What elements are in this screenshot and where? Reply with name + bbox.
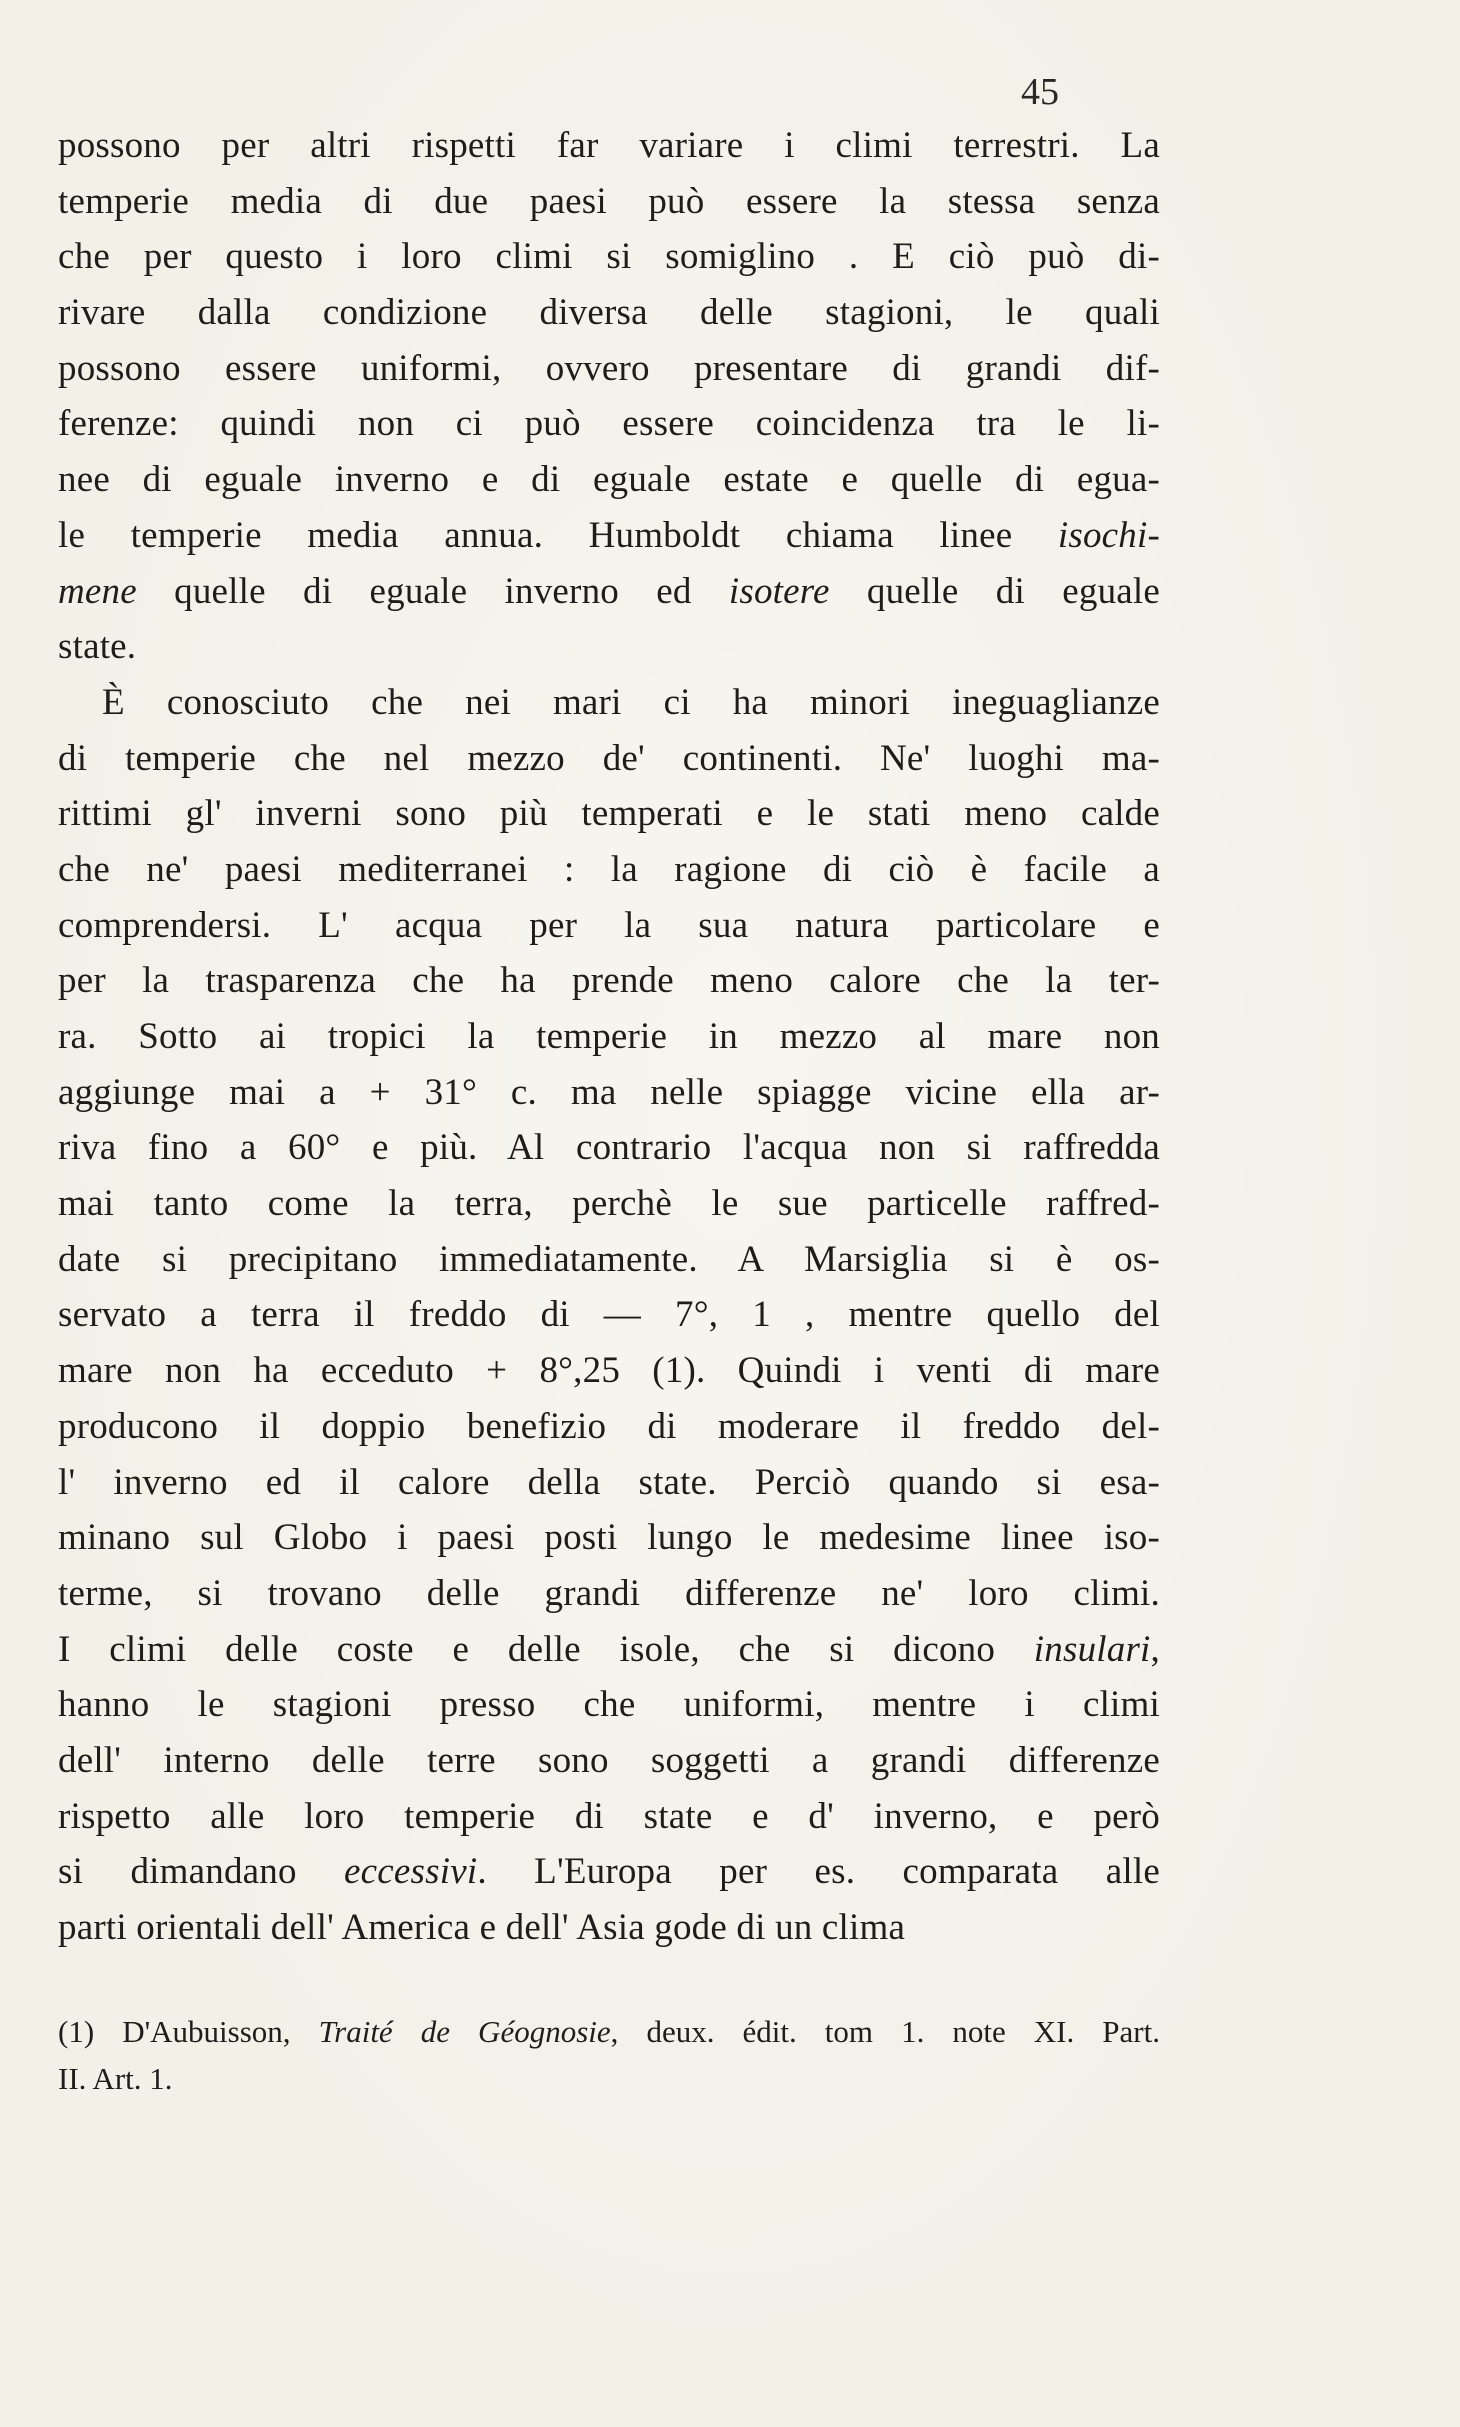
text-line bbox=[58, 341, 1160, 397]
italic-term: isochi- bbox=[1057, 514, 1160, 556]
italic-term: eccessivi bbox=[344, 1851, 478, 1893]
footnote bbox=[58, 2008, 1160, 2102]
text-line bbox=[58, 1176, 1160, 1232]
text-line bbox=[58, 1789, 1160, 1845]
text-line bbox=[58, 842, 1160, 898]
text-line bbox=[58, 1566, 1160, 1622]
text-run: di temperie che nel mezzo de' continenti. Ne' luoghi ma- bbox=[58, 737, 1160, 779]
text-run: che per questo i loro climi si somiglino . E ciò può di- bbox=[58, 236, 1160, 278]
text-run: nee di eguale inverno e di eguale estate e quelle di egua- bbox=[58, 459, 1160, 501]
text-run: riva fino a 60° e più. Al contrario l'acqua non si raffredda bbox=[58, 1127, 1160, 1169]
text-line bbox=[58, 285, 1160, 341]
text-run: date si precipitano immediatamente. A Marsiglia si è os- bbox=[58, 1238, 1160, 1280]
text-line bbox=[58, 396, 1160, 452]
text-line bbox=[58, 1510, 1160, 1566]
text-run: possono essere uniformi, ovvero presentare di grandi dif- bbox=[58, 347, 1160, 389]
text-line bbox=[58, 174, 1160, 230]
text-run: È conosciuto che nei mari ci ha minori ineguaglianze bbox=[102, 681, 1160, 723]
text-line bbox=[58, 1622, 1160, 1678]
text-run: hanno le stagioni presso che uniformi, mentre i climi bbox=[58, 1684, 1160, 1726]
text-run: . L'Europa per es. comparata alle bbox=[477, 1851, 1160, 1893]
text-run: terme, si trovano delle grandi differenze ne' loro climi. bbox=[58, 1572, 1160, 1614]
text-line bbox=[58, 1065, 1160, 1121]
text-run: , bbox=[1150, 1628, 1160, 1670]
text-line bbox=[58, 1455, 1160, 1511]
text-line bbox=[58, 731, 1160, 787]
text-run: che ne' paesi mediterranei : la ragione di ciò è facile a bbox=[58, 848, 1160, 890]
footnote-text: (1) D'Aubuisson, bbox=[58, 2014, 319, 2049]
text-line bbox=[58, 1677, 1160, 1733]
text-line bbox=[58, 619, 1160, 675]
text-line bbox=[58, 1343, 1160, 1399]
text-line bbox=[58, 1009, 1160, 1065]
text-line bbox=[58, 1120, 1160, 1176]
footnote-text: , deux. édit. tom 1. note XI. Part. bbox=[610, 2014, 1160, 2049]
text-run: l' inverno ed il calore della state. Perciò quando si esa- bbox=[58, 1461, 1160, 1503]
text-line bbox=[58, 1900, 1160, 1956]
text-line bbox=[58, 1399, 1160, 1455]
text-run: le temperie media annua. Humboldt chiama linee bbox=[58, 514, 1058, 556]
text-line bbox=[58, 1287, 1160, 1343]
text-run: mare non ha ecceduto + 8°,25 (1). Quindi i venti di mare bbox=[58, 1350, 1160, 1392]
text-line bbox=[58, 1844, 1160, 1900]
text-line bbox=[58, 229, 1160, 285]
text-run: ferenze: quindi non ci può essere coincidenza tra le li- bbox=[58, 403, 1160, 445]
text-run: ra. Sotto ai tropici la temperie in mezzo al mare non bbox=[58, 1016, 1160, 1057]
text-line bbox=[58, 1733, 1160, 1789]
text-run: servato a terra il freddo di — 7°, 1 , mentre quello del bbox=[58, 1294, 1160, 1336]
text-run: quelle di eguale bbox=[829, 570, 1160, 612]
text-run: state. bbox=[58, 626, 137, 668]
text-line bbox=[58, 452, 1160, 508]
text-run: rispetto alle loro temperie di state e d' inverno, e però bbox=[58, 1795, 1160, 1837]
footnote-book-title: Traité de Géognosie bbox=[318, 2014, 611, 2049]
text-run: rittimi gl' inverni sono più temperati e le stati meno calde bbox=[58, 793, 1160, 835]
text-run: minano sul Globo i paesi posti lungo le medesime linee iso- bbox=[58, 1517, 1160, 1559]
text-run: mai tanto come la terra, perchè le sue particelle raffred- bbox=[58, 1183, 1160, 1225]
footnote-line bbox=[58, 2008, 1160, 2055]
body-text bbox=[58, 118, 1160, 1956]
text-run: parti orientali dell' America e dell' Asia gode di un clima bbox=[58, 1907, 906, 1948]
text-line bbox=[58, 898, 1160, 954]
text-run: comprendersi. L' acqua per la sua natura particolare e bbox=[58, 904, 1160, 946]
text-run: producono il doppio benefizio di moderare il freddo del- bbox=[58, 1405, 1160, 1447]
footnote-line: II. Art. 1. bbox=[58, 2061, 173, 2096]
text-line bbox=[58, 564, 1160, 620]
text-run: si dimandano bbox=[58, 1851, 345, 1893]
text-run: temperie media di due paesi può essere la stessa senza bbox=[58, 180, 1160, 222]
text-run: possono per altri rispetti far variare i climi terrestri. La bbox=[58, 125, 1160, 166]
page-number: 45 bbox=[1021, 71, 1059, 113]
text-line bbox=[58, 118, 1160, 174]
text-line bbox=[58, 786, 1160, 842]
text-line bbox=[58, 675, 1160, 731]
text-line bbox=[58, 1232, 1160, 1288]
text-line bbox=[58, 953, 1160, 1009]
text-run: I climi delle coste e delle isole, che si dicono bbox=[58, 1628, 1034, 1670]
italic-term: mene bbox=[58, 570, 137, 612]
text-run: per la trasparenza che ha prende meno calore che la ter- bbox=[58, 960, 1160, 1002]
italic-term: insulari bbox=[1033, 1628, 1151, 1670]
text-line bbox=[58, 508, 1160, 564]
text-run: quelle di eguale inverno ed bbox=[136, 570, 729, 612]
italic-term: isotere bbox=[728, 570, 830, 612]
text-run: aggiunge mai a + 31° c. ma nelle spiagge vicine ella ar- bbox=[58, 1071, 1160, 1113]
text-run: rivare dalla condizione diversa delle stagioni, le quali bbox=[58, 292, 1160, 334]
text-run: dell' interno delle terre sono soggetti a grandi differenze bbox=[58, 1739, 1160, 1781]
